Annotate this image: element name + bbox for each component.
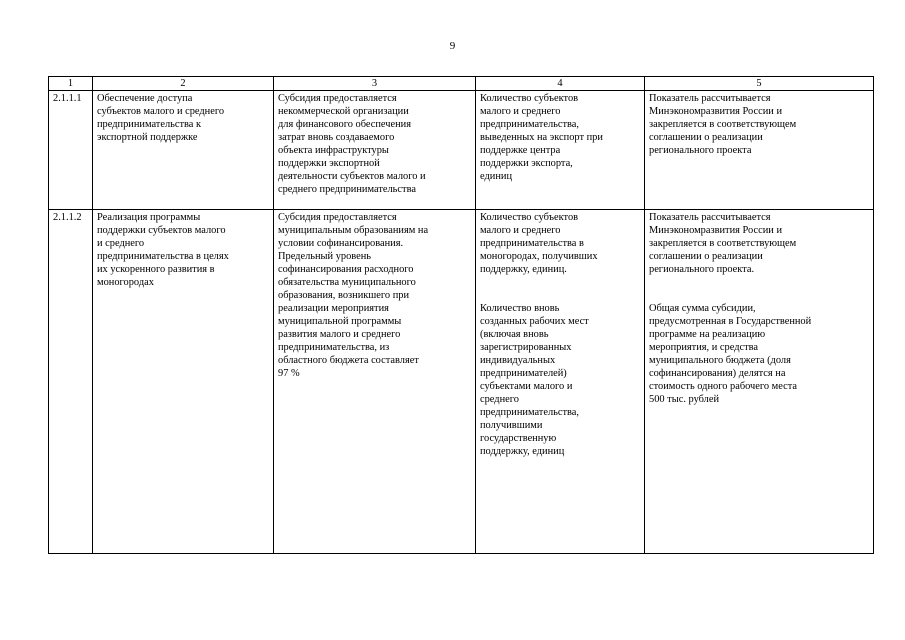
text-line: малого и среднего — [480, 106, 561, 117]
text-line: моногородах — [97, 277, 154, 288]
text-line: Показатель рассчитывается — [649, 212, 771, 223]
text-line: их ускоренного развития в — [97, 264, 215, 275]
header-row — [49, 77, 874, 91]
text-line: 97 % — [278, 368, 300, 379]
text-line: выведенных на экспорт при — [480, 132, 603, 143]
text-line: Субсидия предоставляется — [278, 212, 397, 223]
text-line: объекта инфраструктуры — [278, 145, 389, 156]
text-line: Количество субъектов — [480, 93, 579, 104]
row-number: 2.1.1.2 — [49, 210, 93, 554]
text-line: соглашении о реализации — [649, 132, 763, 143]
text-line: предпринимательства, — [480, 407, 580, 418]
text-line: Предельный уровень — [278, 251, 372, 262]
text-line: моногородах, получивших — [480, 251, 598, 262]
text-line: регионального проекта — [649, 145, 752, 156]
text-line: софинансирования) делятся на — [649, 368, 786, 379]
text-line: предусмотренная в Государственной — [649, 316, 812, 327]
text-line: индивидуальных — [480, 355, 556, 366]
text-line: муниципального бюджета (доля — [649, 355, 791, 366]
text-line: предпринимательства, из — [278, 342, 390, 353]
text-line: муниципальным образованиям на — [278, 225, 429, 236]
header-col-5: 5 — [645, 77, 874, 91]
row-name — [93, 210, 274, 554]
text-line: получившими — [480, 420, 543, 431]
text-line: некоммерческой организации — [278, 106, 409, 117]
text-line: поддержки субъектов малого — [97, 225, 226, 236]
table-row — [49, 91, 874, 210]
text-line: развития малого и среднего — [278, 329, 401, 340]
text-line: для финансового обеспечения — [278, 119, 411, 130]
row-indicator — [476, 210, 645, 554]
text-line: предпринимательства в — [480, 238, 584, 249]
text-line: областного бюджета составляет — [278, 355, 419, 366]
text-line: закрепляется в соответствующем — [649, 238, 797, 249]
text-line: поддержке центра — [480, 145, 561, 156]
text-line: Общая сумма субсидии, — [649, 303, 756, 314]
text-line: Количество вновь — [480, 303, 560, 314]
text-line: поддержки экспортной — [278, 158, 380, 169]
header-col-1: 1 — [49, 77, 93, 91]
text-line: обязательства муниципального — [278, 277, 416, 288]
text-line: единиц — [480, 171, 513, 182]
row-name — [93, 91, 274, 210]
row-number: 2.1.1.1 — [49, 91, 93, 210]
text-line: предпринимательства в целях — [97, 251, 229, 262]
text-line: Количество субъектов — [480, 212, 579, 223]
method-block-2 — [649, 302, 870, 406]
text-line: Показатель рассчитывается — [649, 93, 771, 104]
text-line: экспортной поддержке — [97, 132, 198, 143]
text-line: затрат вновь создаваемого — [278, 132, 395, 143]
text-line: поддержки экспорта, — [480, 158, 573, 169]
text-line: предпринимательства, — [480, 119, 580, 130]
text-line: образования, возникшего при — [278, 290, 410, 301]
header-col-3: 3 — [274, 77, 476, 91]
text-line: софинансирования расходного — [278, 264, 414, 275]
indicators-table — [48, 76, 874, 554]
text-line: малого и среднего — [480, 225, 561, 236]
indicator-block-1 — [480, 211, 641, 276]
header-col-4: 4 — [476, 77, 645, 91]
text-line: зарегистрированных — [480, 342, 572, 353]
text-line: закрепляется в соответствующем — [649, 119, 797, 130]
row-indicator — [476, 91, 645, 210]
text-line: реализации мероприятия — [278, 303, 389, 314]
text-line: Минэкономразвития России и — [649, 225, 783, 236]
row-method — [645, 91, 874, 210]
text-line: субъектами малого и — [480, 381, 573, 392]
text-line: Минэкономразвития России и — [649, 106, 783, 117]
text-line: поддержку, единиц — [480, 446, 565, 457]
text-line: государственную — [480, 433, 557, 444]
text-line: и среднего — [97, 238, 145, 249]
row-description — [274, 91, 476, 210]
text-line: соглашении о реализации — [649, 251, 763, 262]
text-line: предпринимательства к — [97, 119, 202, 130]
method-block-1 — [649, 211, 870, 276]
page-number: 9 — [449, 40, 456, 52]
indicator-block-2 — [480, 302, 641, 458]
text-line: программе на реализацию — [649, 329, 766, 340]
text-line: условии софинансирования. — [278, 238, 404, 249]
text-line: Обеспечение доступа — [97, 93, 193, 104]
text-line: регионального проекта. — [649, 264, 755, 275]
text-line: мероприятия, и средства — [649, 342, 759, 353]
text-line: созданных рабочих мест — [480, 316, 589, 327]
text-line: предпринимателей) — [480, 368, 567, 379]
text-line: Субсидия предоставляется — [278, 93, 397, 104]
text-line: деятельности субъектов малого и — [278, 171, 426, 182]
text-line: среднего — [480, 394, 519, 405]
text-line: 500 тыс. рублей — [649, 394, 720, 405]
text-line: субъектов малого и среднего — [97, 106, 225, 117]
text-line: стоимость одного рабочего места — [649, 381, 798, 392]
text-line: среднего предпринимательства — [278, 184, 416, 195]
text-line: Реализация программы — [97, 212, 201, 223]
table-row — [49, 210, 874, 554]
text-line: (включая вновь — [480, 329, 549, 340]
header-col-2: 2 — [93, 77, 274, 91]
row-description — [274, 210, 476, 554]
row-method — [645, 210, 874, 554]
text-line: поддержку, единиц. — [480, 264, 567, 275]
text-line: муниципальной программы — [278, 316, 402, 327]
